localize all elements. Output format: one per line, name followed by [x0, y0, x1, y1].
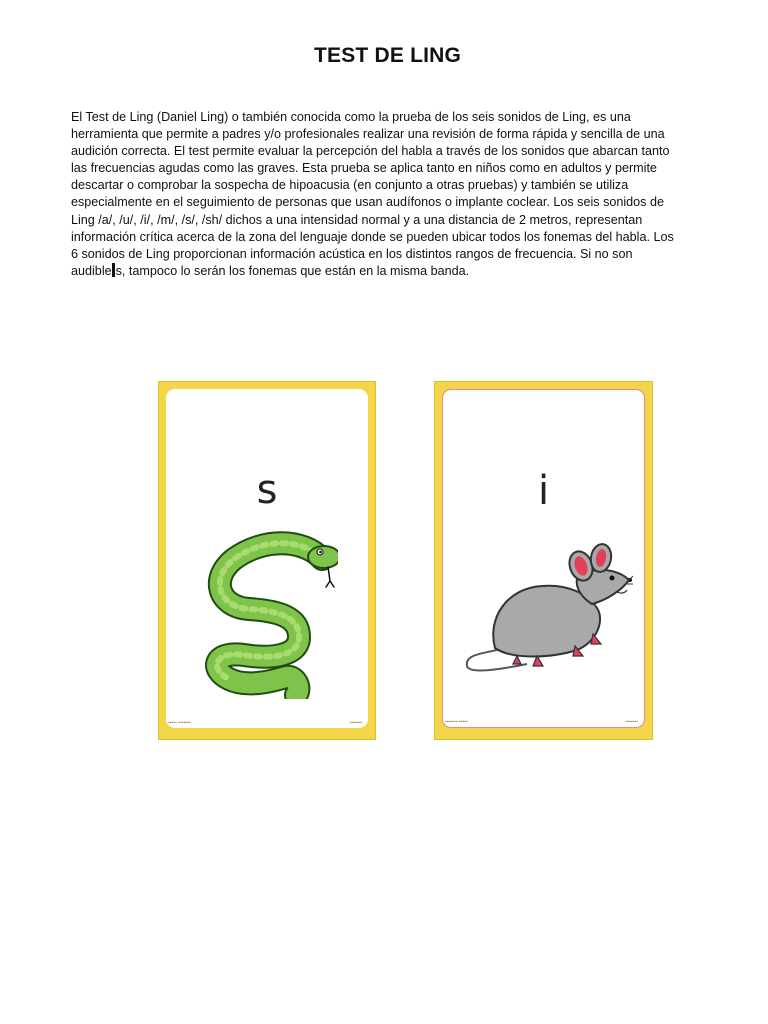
ling-card-s	[158, 381, 376, 740]
mouse-icon	[457, 538, 633, 678]
paragraph-last-line	[71, 263, 711, 280]
card-face	[442, 389, 645, 728]
paragraph-line: 6 sonidos de Ling proporcionan información acústica en los distintos rangos de frecuencia. Si no son	[71, 246, 633, 261]
snake-icon	[204, 529, 338, 699]
paragraph-line: audición correcta. El test permite evaluar la percepción del habla a través de los sonidos que abarcan tanto	[71, 144, 670, 159]
paragraph-line: Ling /a/, /u/, /i/, /m/, /s/, /sh/ dichos a una intensidad normal y a una distancia de 2 metros, representan	[71, 212, 643, 227]
paragraph-line: las frecuencias agudas como las graves. Esta prueba se aplica tanto en niños como en adultos y permite	[71, 161, 657, 176]
card-letter: s	[256, 467, 278, 513]
paragraph-line: información crítica acerca de la zona del lenguaje donde se pueden ubicar todos los fonemas del habla. Los	[71, 229, 674, 244]
text-cursor[interactable]	[112, 263, 115, 277]
paragraph-text: audible	[71, 263, 112, 278]
page-title: TEST DE LING	[313, 44, 462, 67]
paragraph-line: herramienta que permite a padres y/o profesionales realizar una revisión de forma rápida y sencilla de una	[71, 127, 665, 142]
card-footer-right: ▪▪▪▪▪▪▪	[349, 720, 362, 726]
paragraph-line: El Test de Ling (Daniel Ling) o también conocida como la prueba de los seis sonidos de Ling, es una	[71, 110, 631, 124]
card-face	[166, 389, 368, 728]
card-footer-left: ▪▪▪▪▪▪▪ ▪▪▪▪▪	[445, 719, 468, 725]
ling-card-i	[434, 381, 653, 740]
card-footer-right: ▪▪▪▪▪▪▪	[625, 719, 638, 725]
intro-paragraph	[71, 109, 711, 280]
paragraph-text: s, tampoco lo serán los fonemas que están en la misma banda.	[115, 263, 470, 278]
card-letter: i	[537, 468, 550, 514]
paragraph-line: descartar o comprobar la sospecha de hipoacusia (en conjunto a otras pruebas) y también se utiliza	[71, 178, 629, 193]
paragraph-line: especialmente en el seguimiento de personas que usan audífonos o implante coclear. Los seis sonidos de	[71, 195, 664, 210]
card-footer-left: ▪▪▪▪▪ ▪▪▪▪▪▪▪	[168, 720, 191, 726]
